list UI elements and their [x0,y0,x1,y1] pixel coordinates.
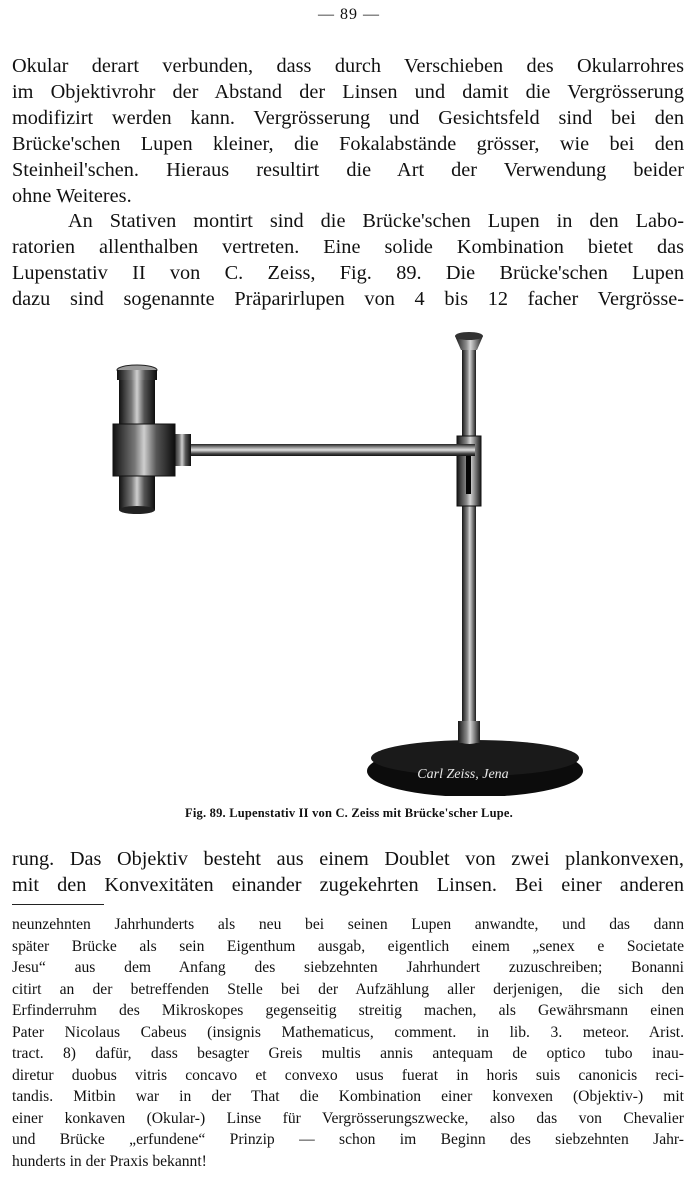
text-line: Brücke'schen Lupen kleiner, die Fokalabstände grösser, wie bei den [12,133,684,155]
footnote-line: später Brücke als sein Eigenthum ausgab, eigentlich einem „senex e Societate [12,937,684,955]
column-cap-top [455,332,483,340]
paragraph-2 [12,208,684,312]
text-line: im Objektivrohr der Abstand der Linsen und damit die Vergrösserung [12,81,684,103]
footnote-line: Pater Nicolaus Cabeus (insignis Mathematicus, comment. in lib. 3. meteor. Arist. [12,1023,684,1041]
figure-caption: Fig. 89. Lupenstativ II von C. Zeiss mit Brücke'scher Lupe. [185,806,513,820]
footnote-line: neunzehnten Jahrhunderts als neu bei seinen Lupen anwandte, und das dann [12,916,684,933]
paragraph-1 [12,53,684,209]
text-line: Lupenstativ II von C. Zeiss, Fig. 89. Die Brücke'schen Lupen [12,262,684,284]
footnote [12,914,684,1172]
text-line: Okular derart verbunden, dass durch Verschieben des Okularrohres [12,55,684,77]
page-number: — 89 — [318,6,380,23]
lens-tube-bottom [119,506,155,514]
text-line: mit den Konvexitäten einander zugekehrten Linsen. Bei einer anderen [12,874,684,896]
figure-89-lupenstativ [105,326,595,796]
stand-column [462,346,476,744]
text-line: rung. Das Objektiv besteht aus einem Doublet von zwei plankonvexen, [12,848,684,870]
arm-collar [173,434,191,466]
footnote-line: tract. 8) dafür, dass besagter Greis multis annis antequam de optico tubo inau- [12,1045,684,1062]
footnote-line: einer konkaven (Okular-) Linse für Vergrösserungszwecke, also das von Chevalier [12,1109,684,1127]
footnote-line: citirt an der betreffenden Stelle bei der Aufzählung aller derjenigen, die sich den [12,980,684,998]
footnote-line: und Brücke „erfundene“ Prinzip — schon im Beginn des siebzehnten Jahr- [12,1131,684,1148]
text-line: Steinheil'schen. Hieraus resultirt die Art der Verwendung beider [12,159,684,181]
text-line: dazu sind sogenannte Präparirlupen von 4 bis 12 facher Vergrösse- [12,288,684,310]
paragraph-3 [12,846,684,898]
horizontal-arm [180,444,475,456]
text-line: An Stativen montirt sind die Brücke'schen Lupen in den Labo- [68,210,684,232]
lupenstativ-illustration [105,326,595,796]
footnote-line: hunderts in der Praxis bekannt! [12,1152,207,1170]
column-foot [458,721,480,743]
footnote-line: Erfinderruhm des Mikroskopes gegenseitig streitig machen, als Gewährsmann einen [12,1002,684,1019]
lens-tube-rim [117,370,157,380]
footnote-divider [12,904,104,905]
base-signature: Carl Zeiss, Jena [417,767,509,782]
footnote-line: tandis. Mitbin war in der That die Kombination einer konvexen (Objektiv-) mit [12,1088,684,1105]
text-line: ohne Weiteres. [12,185,132,207]
text-line: modifizirt werden kann. Vergrösserung und Gesichtsfeld sind bei den [12,107,684,129]
lens-holder-ring [113,424,175,476]
footnote-line: diretur duobus vitris concavo et convexo usus fuerat in horis suis canonicis reci- [12,1066,684,1084]
footnote-line: Jesu“ aus dem Anfang des siebzehnten Jahrhundert zuzuschreiben; Bonanni [12,959,684,976]
text-line: ratorien allenthalben vertreten. Eine solide Kombination bietet das [12,236,684,258]
